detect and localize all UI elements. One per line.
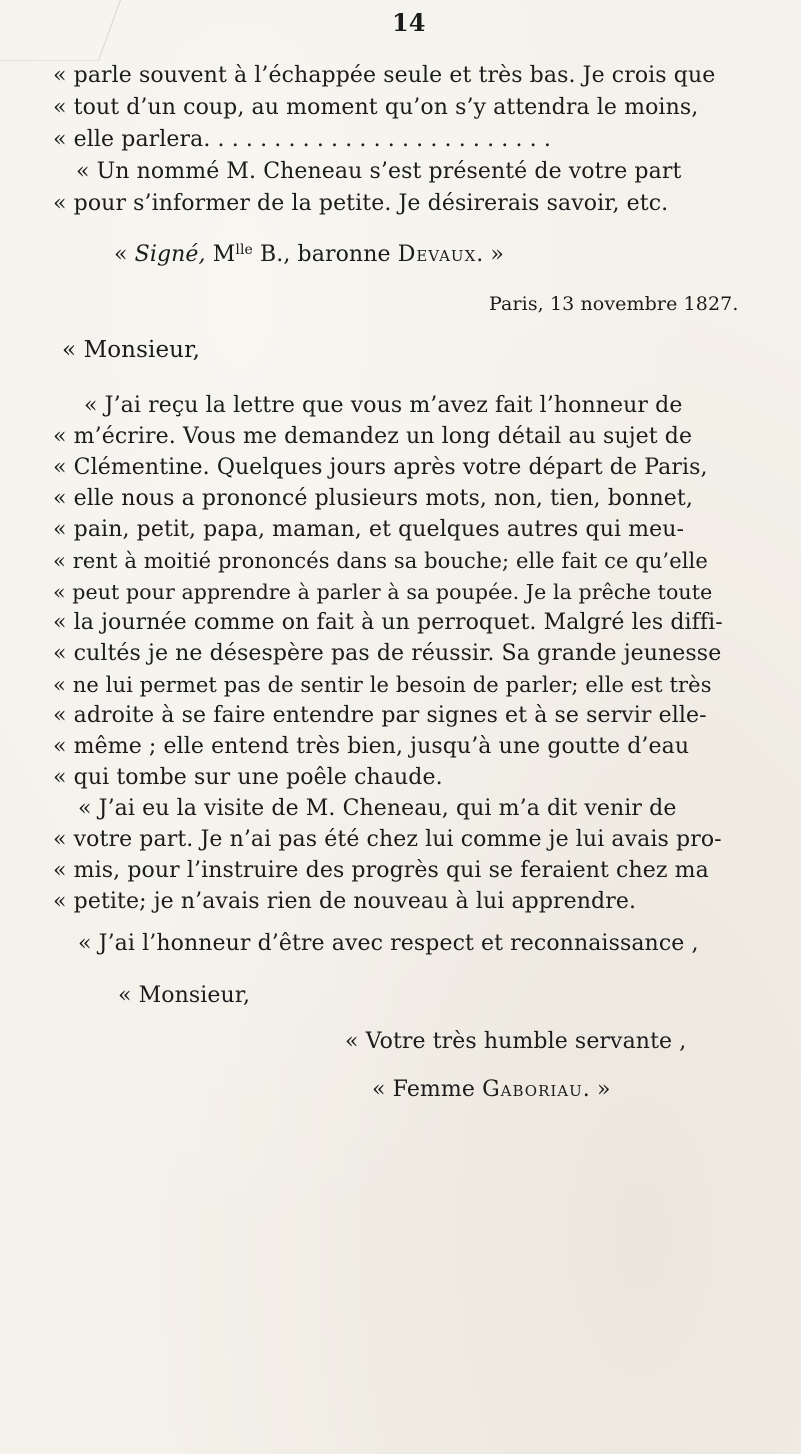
letter1-line-1: « parle souvent à l’échappée seule et très bas. Je crois que [53,63,716,88]
letter1-line-3: « elle parlera. . . . . . . . . . . . . . . . . . . . . . . . . [53,127,551,152]
letter2-body-line-4: « elle nous a prononcé plusieurs mots, non, tien, bonnet, [53,486,693,511]
signature-name-mid: B., baronne [252,242,398,267]
letter2-body-line-16: « mis, pour l’instruire des progrès qui se feraient chez ma [53,858,709,883]
letter2-salutation: « Monsieur, [62,337,201,363]
signature-name-pre: M [205,242,236,267]
letter2-signature-prefix: « Femme [372,1077,483,1102]
letter2-body-line-6: « rent à moitié prononcés dans sa bouche; elle fait ce qu’elle [53,549,708,573]
letter2-closing-servant: « Votre très humble servante , [345,1029,687,1054]
letter2-dateline: Paris, 13 novembre 1827. [489,293,739,315]
signature-sup: lle [235,242,253,258]
letter2-body-line-3: « Clémentine. Quelques jours après votre départ de Paris, [53,455,708,480]
letter2-signature [372,1076,611,1104]
letter2-body-line-9: « cultés je ne désespère pas de réussir. Sa grande jeunesse [53,641,722,666]
signature-suffix: . » [476,242,504,267]
signature-signed: Signé, [134,242,206,267]
letter1-signature [114,236,504,269]
letter2-body-line-13: « qui tombe sur une poêle chaude. [53,765,443,790]
page-number: 14 [392,8,426,37]
letter2-body-line-7: « peut pour apprendre à parler à sa poupée. Je la prêche toute [53,580,713,604]
letter2-body-line-18: « J’ai l’honneur d’être avec respect et reconnaissance , [78,931,699,956]
page-fold-mark [0,0,121,61]
signature-surname: Devaux [397,242,477,267]
letter2-body-line-5: « pain, petit, papa, maman, et quelques autres qui meu- [53,517,685,542]
signature-prefix: « [114,242,135,267]
letter2-closing-salutation: « Monsieur, [118,983,251,1008]
letter1-line-2: « tout d’un coup, au moment qu’on s’y attendra le moins, [53,95,699,120]
letter2-body-line-14: « J’ai eu la visite de M. Cheneau, qui m’a dit venir de [78,796,677,821]
letter2-body-line-1: « J’ai reçu la lettre que vous m’avez fait l’honneur de [84,393,683,418]
letter2-signature-surname: Gaboriau [482,1077,583,1102]
letter2-body-line-2: « m’écrire. Vous me demandez un long détail au sujet de [53,424,693,449]
letter2-body-line-11: « adroite à se faire entendre par signes et à se servir elle- [53,703,707,728]
letter2-body-line-12: « même ; elle entend très bien, jusqu’à une goutte d’eau [53,734,690,759]
letter2-body-line-8: « la journée comme on fait à un perroquet. Malgré les diffi- [53,610,723,635]
letter2-body-line-17: « petite; je n’avais rien de nouveau à lui apprendre. [53,889,637,914]
letter2-signature-suffix: . » [582,1077,611,1102]
letter1-line-4: « Un nommé M. Cheneau s’est présenté de votre part [76,159,682,184]
letter2-body-line-10: « ne lui permet pas de sentir le besoin de parler; elle est très [53,673,712,697]
letter1-line-5: « pour s’informer de la petite. Je désirerais savoir, etc. [53,191,669,216]
letter2-body-line-15: « votre part. Je n’ai pas été chez lui comme je lui avais pro- [53,827,722,852]
